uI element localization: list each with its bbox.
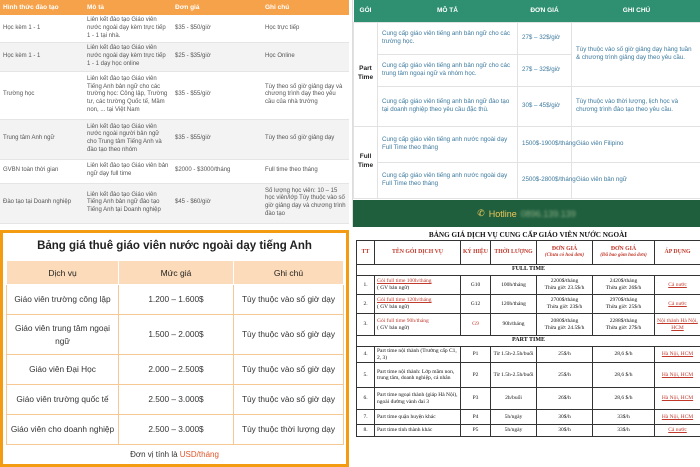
cell-service: Part time nội thành: Lớp mầm non, trung tâm, doanh nghiệp, cá nhân [375, 363, 461, 388]
cell-service: Part time ngoại thành (giáp Hà Nội), ngoài đường vành đai 3 [375, 388, 461, 410]
apply-value: Hà Nội, HCM [661, 413, 694, 420]
cell-duration: 5h/ngày [491, 410, 537, 425]
header-price-inc-sub: (Đã bao gồm hoá đơn) [600, 252, 647, 258]
header-cell: Ghi chú [262, 0, 349, 15]
cell-desc: Cung cấp giáo viên tiếng anh bản ngữ cho các trường học. [378, 22, 518, 54]
group-label: Full Time [354, 126, 378, 198]
service-sub: ( GV bản ngữ) [377, 324, 410, 331]
cell-service: Giáo viên trường quốc tế [7, 385, 119, 415]
table-row [354, 162, 700, 198]
cell-price-inc: 33$/h [593, 425, 655, 437]
cell-service [375, 314, 461, 336]
price-extra: Thừa giờ: 23.5$/h [544, 285, 585, 291]
cell-note: Học trực tiếp [262, 15, 349, 43]
table-row [0, 159, 349, 183]
cell-note: Tùy theo số giờ giảng dạy [262, 119, 349, 159]
cell-desc: Cung cấp giáo viên tiếng anh bản ngữ đào tạo tại doanh nghiệp theo yêu cầu đặc thù. [378, 86, 518, 126]
table-row [7, 315, 344, 355]
cell-note: Tùy thuộc thời lượng dạy [234, 415, 344, 445]
header-cell: ĐƠN GIÁ [518, 0, 572, 22]
cell-desc: Liên kết đào tạo Giáo viên nước ngoài người bản ngữ cho Trung tâm Tiếng Anh và đào tạo theo nhóm [84, 119, 172, 159]
cell-price: 2.500 – 3.000$ [119, 385, 234, 415]
hotline-number: 0896.139.139 [520, 208, 576, 219]
cell-price-inc [593, 314, 655, 336]
apply-value: Hà Nội, HCM [661, 351, 694, 358]
cell-apply [655, 314, 700, 336]
cell-price: 27$ – 32$/giờ [518, 54, 572, 86]
apply-value: Hà Nội, HCM [661, 395, 694, 402]
cell-form: Trung tâm Anh ngữ [0, 119, 84, 159]
cell-price: $45 - $60/giờ [172, 183, 262, 223]
price-main: 2420$/tháng [609, 278, 638, 285]
cell-tt: 1. [357, 276, 375, 295]
apply-value: Cả nước [668, 427, 687, 434]
cell-price: $35 - $55/giờ [172, 119, 262, 159]
table-header-row [354, 0, 700, 22]
cell-tt: 4. [357, 347, 375, 363]
cell-tt: 6. [357, 388, 375, 410]
unit-note-unit: USD/tháng [179, 450, 219, 459]
cell-price-inc: 28,6 $/h [593, 347, 655, 363]
cell-desc: Cung cấp giáo viên tiếng anh nước ngoài dạy Full Time theo tháng [378, 126, 518, 162]
cell-duration: 100h/tháng [491, 276, 537, 295]
cell-service [375, 295, 461, 314]
cell-service: Giáo viên Đại Học [7, 355, 119, 385]
panel-title: BẢNG GIÁ DỊCH VỤ CUNG CẤP GIÁO VIÊN NƯỚC NGOÀI [428, 231, 628, 239]
table-row [357, 410, 700, 425]
price-extra: Thừa giờ: 27$/h [605, 324, 642, 331]
cell-apply [655, 295, 700, 314]
phone-icon: ✆ [477, 208, 485, 218]
cell-price: 1.200 – 1.600$ [119, 285, 234, 315]
cell-form: Học kèm 1 - 1 [0, 15, 84, 43]
header-cell: GHI CHÚ [572, 0, 700, 22]
cell-note: Tùy thuộc vào thời lượng, lịch học và chương trình đào tạo theo yêu cầu. [572, 86, 700, 126]
section-row [357, 265, 700, 276]
hotline-bar[interactable] [353, 200, 700, 227]
cell-service: Part time quận huyện khác [375, 410, 461, 425]
table-row [357, 425, 700, 437]
cell-apply [655, 425, 700, 437]
header-price-ex [537, 241, 593, 265]
table-header-row [7, 261, 344, 285]
header-price-inc-label: ĐƠN GIÁ [610, 246, 637, 253]
cell-code: P1 [461, 347, 491, 363]
price-extra: Thừa giờ: 23$/h [546, 304, 583, 310]
header-cell: Mô tả [84, 0, 172, 15]
price-table-a [0, 0, 349, 224]
cell-note: Tùy thuộc vào số giờ dạy [234, 285, 344, 315]
cell-service: Part time tỉnh thành khác [375, 425, 461, 437]
cell-code: G12 [461, 295, 491, 314]
table-row [7, 385, 344, 415]
price-extra: Thừa giờ: 25$/h [605, 304, 642, 310]
cell-desc: Liên kết đào tạo Giáo viên bản ngữ dạy full time [84, 159, 172, 183]
table-row [357, 276, 700, 295]
cell-service: Giáo viên cho doanh nghiệp [7, 415, 119, 445]
table-header-row [357, 241, 700, 265]
cell-tt: 3. [357, 314, 375, 336]
price-table-d [356, 240, 700, 437]
table-row [7, 415, 344, 445]
cell-price: 2500$-2800$/tháng [518, 162, 572, 198]
price-table-panel-a [0, 0, 349, 227]
cell-apply [655, 363, 700, 388]
cell-price: 1500$-1900$/tháng [518, 126, 572, 162]
header-cell: MÔ TẢ [378, 0, 518, 22]
cell-note: Tùy thuộc vào số giờ giảng dạy hàng tuần & chương trình giảng dạy theo yêu cầu. [572, 22, 700, 86]
cell-duration: 120h/tháng [491, 295, 537, 314]
table-row [0, 71, 349, 119]
price-main: 2288$/tháng [609, 317, 638, 324]
cell-note: Học Online [262, 43, 349, 71]
cell-service [375, 276, 461, 295]
cell-code: P2 [461, 363, 491, 388]
table-row [0, 183, 349, 223]
cell-duration: 5h/ngày [491, 425, 537, 437]
cell-price-ex: 25$/h [537, 363, 593, 388]
cell-price: $25 - $35/giờ [172, 43, 262, 71]
section-row [357, 336, 700, 347]
price-main: 2200$/tháng [550, 278, 579, 285]
header-cell: Ghi chú [234, 261, 344, 285]
cell-tt: 7. [357, 410, 375, 425]
price-main: 2970$/tháng [609, 297, 638, 304]
table-row [354, 22, 700, 54]
cell-duration: Từ 1.5h-2.5h/buổi [491, 363, 537, 388]
cell-price: $2000 - $3000/tháng [172, 159, 262, 183]
header-cell: Hình thức đào tạo [0, 0, 84, 15]
table-row [357, 347, 700, 363]
cell-duration: 2h/buổi [491, 388, 537, 410]
group-label: Part Time [354, 22, 378, 126]
cell-note: Tùy theo số giờ giảng dạy và chương trình dạy theo yêu cầu của nhà trường [262, 71, 349, 119]
cell-price: 30$ – 45$/giờ [518, 86, 572, 126]
cell-price: 1.500 – 2.000$ [119, 315, 234, 355]
cell-price-ex [537, 295, 593, 314]
cell-note: Tùy thuộc vào số giờ dạy [234, 355, 344, 385]
price-extra: Thừa giờ: 26$/h [605, 285, 642, 291]
header-cell: Dịch vụ [7, 261, 119, 285]
cell-note: Giáo viên bản ngữ [572, 162, 700, 198]
table-row [7, 355, 344, 385]
price-table-panel-c [0, 230, 349, 467]
cell-desc: Liên kết đào tạo Giáo viên Tiếng Anh bản ngữ đào tạo Tiếng Anh tại Doanh nghiệp [84, 183, 172, 223]
header-cell: Mức giá [119, 261, 234, 285]
header-apply: ÁP DỤNG [655, 241, 700, 265]
unit-note [3, 450, 346, 459]
cell-price-ex: 26$/h [537, 388, 593, 410]
cell-note: Số lượng học viên: 10 – 15 học viên/lớp Tùy thuộc vào số giờ giảng dạy và chương trình đào tạo [262, 183, 349, 223]
cell-desc: Liên kết đào tạo Giáo viên nước ngoài dạy kèm trực tiếp 1 - 1 tại nhà. [84, 15, 172, 43]
table-row [357, 363, 700, 388]
cell-apply [655, 410, 700, 425]
cell-code: P4 [461, 410, 491, 425]
header-service: TÊN GÓI DỊCH VỤ [375, 241, 461, 265]
cell-price: $35 - $55/giờ [172, 71, 262, 119]
cell-form: Đào tạo tại Doanh nghiệp [0, 183, 84, 223]
service-sub: ( GV bản ngữ) [377, 285, 410, 291]
table-row [0, 119, 349, 159]
cell-duration: 90h/tháng [491, 314, 537, 336]
header-price-ex-sub: (Chưa có hoá đơn) [544, 252, 585, 258]
service-name: Gói full time 100h/tháng [377, 278, 432, 285]
header-tt: TT [357, 241, 375, 265]
service-sub: ( GV bản ngữ) [377, 304, 410, 310]
cell-price-ex: 30$/h [537, 425, 593, 437]
cell-desc: Liên kết đào tạo Giáo viên nước ngoài dạy kèm trực tiếp 1 - 1 dạy học online [84, 43, 172, 71]
cell-price-ex: 25$/h [537, 347, 593, 363]
table-row [354, 86, 700, 126]
service-name: Gói full time 90h/tháng [377, 317, 429, 324]
cell-apply [655, 388, 700, 410]
cell-form: Học kèm 1 - 1 [0, 43, 84, 71]
cell-tt: 2. [357, 295, 375, 314]
cell-price-ex [537, 314, 593, 336]
cell-note: Tùy thuộc vào số giờ dạy [234, 315, 344, 355]
cell-price-inc: 28,6 $/h [593, 363, 655, 388]
table-row [0, 15, 349, 43]
cell-code: P5 [461, 425, 491, 437]
cell-form: GVBN toàn thời gian [0, 159, 84, 183]
cell-note: Giáo viên Filipino [572, 126, 700, 162]
apply-value: Cả nước [668, 300, 687, 307]
cell-price: 2.500 – 3.000$ [119, 415, 234, 445]
panel-title: Bảng giá thuê giáo viên nước ngoài dạy tiếng Anh [37, 240, 312, 252]
cell-desc: Liên kết đào tạo Giáo viên Tiếng Anh bản ngữ cho các trường học: Công lập, Trường tư, các trường Quốc tế, Mầm non, ... tại Việt Nam [84, 71, 172, 119]
cell-price-inc [593, 276, 655, 295]
table-row [7, 285, 344, 315]
cell-price: $35 - $50/giờ [172, 15, 262, 43]
price-table-panel-b [352, 0, 700, 227]
cell-code: G9 [461, 314, 491, 336]
cell-service: Giáo viên trung tâm ngoại ngữ [7, 315, 119, 355]
cell-desc: Cung cấp giáo viên tiếng anh nước ngoài dạy Full Time theo tháng [378, 162, 518, 198]
price-main: 2080$/tháng [550, 317, 579, 324]
cell-form: Trường học [0, 71, 84, 119]
section-full-time: FULL TIME [357, 265, 700, 276]
cell-service: Giáo viên trường công lập [7, 285, 119, 315]
table-row [354, 126, 700, 162]
cell-code: G10 [461, 276, 491, 295]
cell-apply [655, 276, 700, 295]
cell-price-ex: 30$/h [537, 410, 593, 425]
table-row [0, 43, 349, 71]
apply-value: Cả nước [668, 281, 687, 288]
table-header-row [0, 0, 349, 15]
table-row [357, 388, 700, 410]
service-name: Gói full time 120h/tháng [377, 297, 432, 304]
header-price-inc [593, 241, 655, 265]
unit-note-prefix: Đơn vị tính là [130, 450, 180, 459]
hotline-label: Hotline [488, 208, 517, 219]
section-part-time: PART TIME [357, 336, 700, 347]
table-row [357, 314, 700, 336]
cell-duration: Từ 1.5h-2.5h/buổi [491, 347, 537, 363]
header-code: KÝ HIỆU [461, 241, 491, 265]
cell-tt: 5. [357, 363, 375, 388]
cell-code: P3 [461, 388, 491, 410]
table-row [357, 295, 700, 314]
apply-value: Nội thành Hà Nội, HCM [657, 317, 698, 331]
header-duration: THỜI LƯỢNG [491, 241, 537, 265]
cell-note: Tùy thuộc vào số giờ dạy [234, 385, 344, 415]
cell-price-inc: 33$/h [593, 410, 655, 425]
header-cell: GÓI [354, 0, 378, 22]
cell-tt: 8. [357, 425, 375, 437]
cell-apply [655, 347, 700, 363]
cell-note: Full time theo tháng [262, 159, 349, 183]
cell-price-ex [537, 276, 593, 295]
cell-price-inc [593, 295, 655, 314]
cell-price: 2.000 – 2.500$ [119, 355, 234, 385]
price-main: 2700$/tháng [550, 297, 579, 304]
cell-service: Part time nội thành (Trường cấp C1, 2, 3) [375, 347, 461, 363]
apply-value: Hà Nội, HCM [661, 371, 694, 378]
header-cell: Đơn giá [172, 0, 262, 15]
cell-price-inc: 28,6 $/h [593, 388, 655, 410]
price-table-panel-d [356, 230, 700, 467]
price-table-b [353, 0, 700, 199]
cell-price: 27$ – 32$/giờ [518, 22, 572, 54]
price-extra: Thừa giờ: 24.5$/h [544, 324, 585, 331]
price-table-c [6, 260, 344, 445]
cell-desc: Cung cấp giáo viên tiếng anh bản ngữ cho các trung tâm ngoại ngữ và nhóm học. [378, 54, 518, 86]
header-price-ex-label: ĐƠN GIÁ [551, 246, 578, 253]
